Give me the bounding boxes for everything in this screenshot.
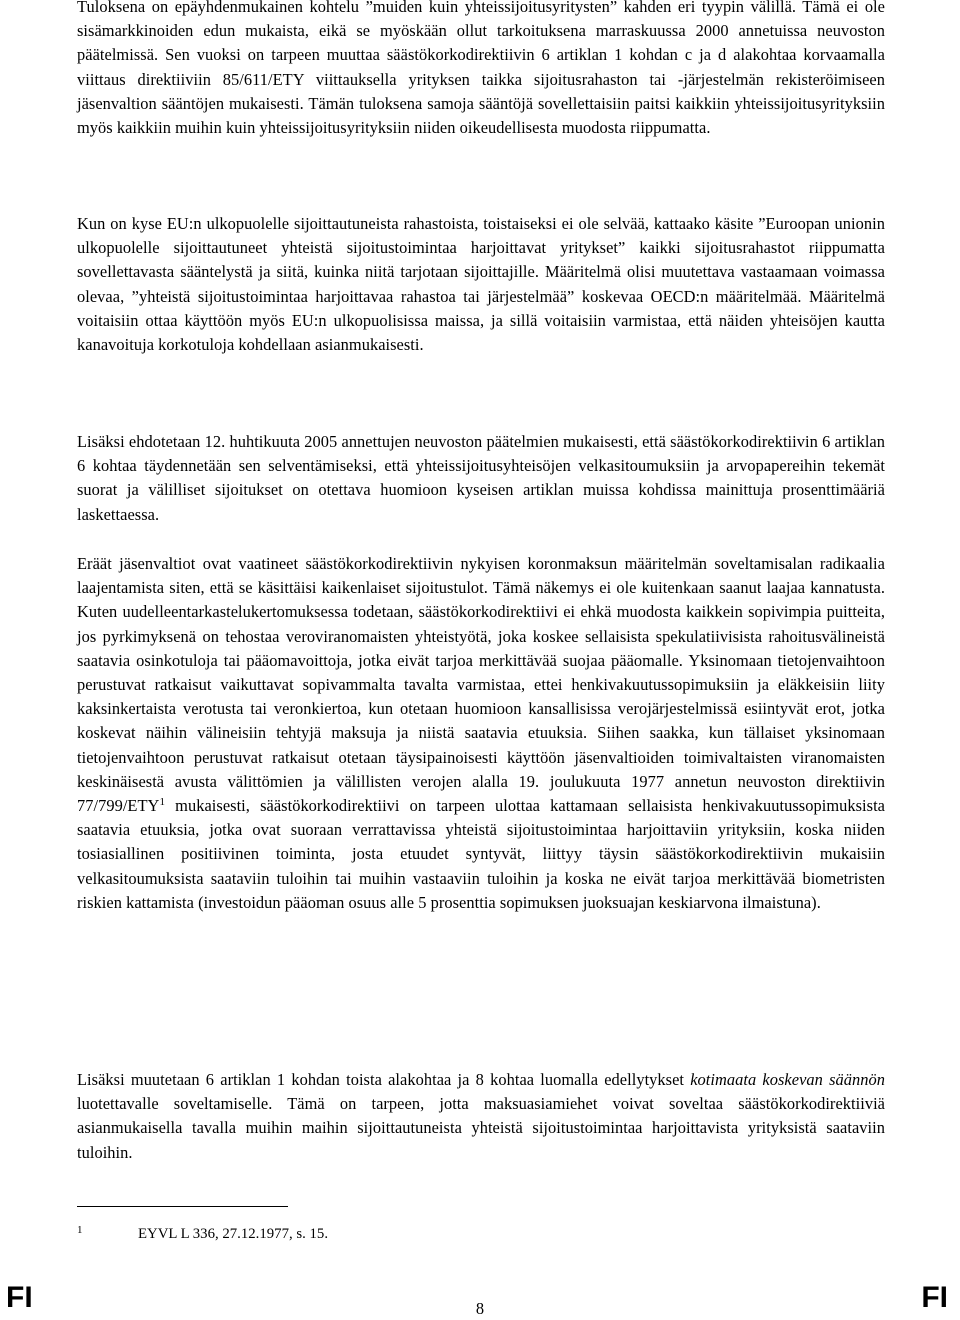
paragraph-5-part-1: Lisäksi muutetaan 6 artiklan 1 kohdan toista alakohtaa ja 8 kohtaa luomalla edellytykset (77, 1070, 691, 1089)
page-number: 8 (475, 1299, 485, 1318)
paragraph-4 (77, 552, 885, 915)
paragraph-1: Tuloksena on epäyhdenmukainen kohtelu ”muiden kuin yhteissijoitusyritysten” kahden eri tyypin välillä. Tämä ei ole sisämarkkinoiden edun mukaista, eikä se myöskään ollut tarkoituksena marraskuussa 2000 annetuissa neuvoston päätelmissä. Sen vuoksi on tarpeen muuttaa säästökorkodirektiivin 6 artiklan 1 kohdan c ja d alakohtaa korvaamalla viittaus direktiiviin 85/611/ETY viittauksella yrityksen taikka sijoitusrahaston tai -järjestelmän rekisteröimiseen jäsenvaltion sääntöjen mukaisesti. Tämän tuloksena samoja sääntöjä sovellettaisiin paitsi kaikkiin yhteissijoitusyrityksiin myös kaikkiin muihin kuin yhteissijoitusyrityksiin niiden oikeudellisesta muodosta riippumatta. (77, 0, 885, 138)
paragraph-2: Kun on kyse EU:n ulkopuolelle sijoittautuneista rahastoista, toistaiseksi ei ole selvää, kattaako käsite ”Euroopan unionin ulkopuolelle sijoittautuneet yhteistä sijoitustoimintaa harjoittavat yritykset” kaikki sijoitusrahastot riippumatta sovellettavasta sääntelystä ja siitä, kuinka niitä tarjotaan sijoittajille. Määritelmä olisi muutettava vastaamaan voimassa olevaa, ”yhteistä sijoitustoimintaa harjoittavaa rahastoa tai järjestelmää” koskevaa OECD:n määritelmää. Määritelmä voitaisiin ottaa käyttöön myös EU:n ulkopuolisissa maissa, ja sillä voitaisiin varmistaa, että näiden yhteisöjen kautta kanavoituja korkotuloja kohdellaan asianmukaisesti. (77, 214, 885, 355)
paragraph-3: Lisäksi ehdotetaan 12. huhtikuuta 2005 annettujen neuvoston päätelmien mukaisesti, että säästökorkodirektiivin 6 artiklan 6 kohtaa täydennetään sen selventämiseksi, että yhteissijoitusyhteisöjen velkasitoumuksiin ja arvopapereihin tekemät suorat ja välilliset sijoitukset on otettava huomioon kyseisen artiklan muissa kohdissa mainittuja prosenttimääriä laskettaessa. (77, 432, 885, 524)
footnote-mark: 1 (77, 1224, 83, 1236)
paragraph-4-part-2: mukaisesti, säästökorkodirektiivi on tarpeen ulottaa kattamaan sellaisista henkivakuutussopimuksista saatavia etuuksia, jotka ovat suoraan verrattavissa yhteistä sijoitustoimintaa harjoittaviin yrityksiin, koska niiden tosiasiallinen positiivinen toiminta, josta etuudet syntyvät, liittyy täysin säästökorkodirektiivin mukaisiin velkasitoumuksista saataviin tuloihin tai muihin vastaaviin tuloihin ja koska ne eivät tarjoa merkittävää biometristen riskien kattamista (investoidun pääoman osuus alle 5 prosenttia sopimuksen juoksuajan keskiarvona ilmaistuna). (77, 796, 885, 912)
paragraph-5-italic-term: kotimaata koskevan säännön (690, 1070, 885, 1089)
footnote-separator (77, 1206, 288, 1207)
language-code-left: FI (6, 1281, 33, 1314)
paragraph-5 (77, 1068, 885, 1165)
paragraph-4-part-1: Eräät jäsenvaltiot ovat vaatineet säästökorkodirektiivin nykyisen koronmaksun määritelmän soveltamisalan radikaalia laajentamista siten, että se käsittäisi kaikenlaiset sijoitustulot. Tämä näkemys ei ole kuitenkaan saanut laajaa kannatusta. Kuten uudelleentarkastelukertomuksessa todetaan, säästökorkodirektiivi ei ehkä muodosta kaikkein sopivimpia puitteita, jos pyrkimyksenä on tehostaa veroviranomaisten yhteistyötä, joka koskee sellaisista spekulatiivisista rahoitusvälineistä saatavia osinkotuloja tai pääomavoittoja, jotka eivät tarjoa merkittävää suojaa pääomalle. Yksinomaan tietojenvaihtoon perustuvat ratkaisut vaikuttavat sopivammalta tavalta varmistaa, ettei henkivakuutussopimuksiin ja eläkkeisiin liity kaksinkertaista verotusta tai veronkiertoa, kun otetaan huomioon kansallisissa verojärjestelmissä esiintyvät erot, jotka koskevat näihin välineisiin tehtyjä maksuja ja niistä saatavia etuuksia. Siihen saakka, kun tällaiset yksinomaan tietojenvaihtoon perustuvat ratkaisut otetaan täysipainoisesti käyttöön jäsenvaltioiden toimivaltaisten viranomaisten keskinäisestä avusta välittömien ja välillisten verojen alalla 19. joulukuuta 1977 annetun neuvoston direktiivin 77/799/ETY (77, 554, 885, 816)
language-code-right: FI (921, 1281, 948, 1314)
footnote-text: EYVL L 336, 27.12.1977, s. 15. (138, 1226, 329, 1242)
paragraph-5-part-2: luotettavalle soveltamiselle. Tämä on tarpeen, jotta maksuasiamiehet voivat soveltaa säästökorkodirektiiviä asianmukaisella tavalla muihin maihin sijoittautuneista yhteistä sijoitustoimintaa harjoittavista yrityksistä saataviin tuloihin. (77, 1094, 885, 1162)
footnote-reference[interactable]: 1 (159, 796, 166, 809)
